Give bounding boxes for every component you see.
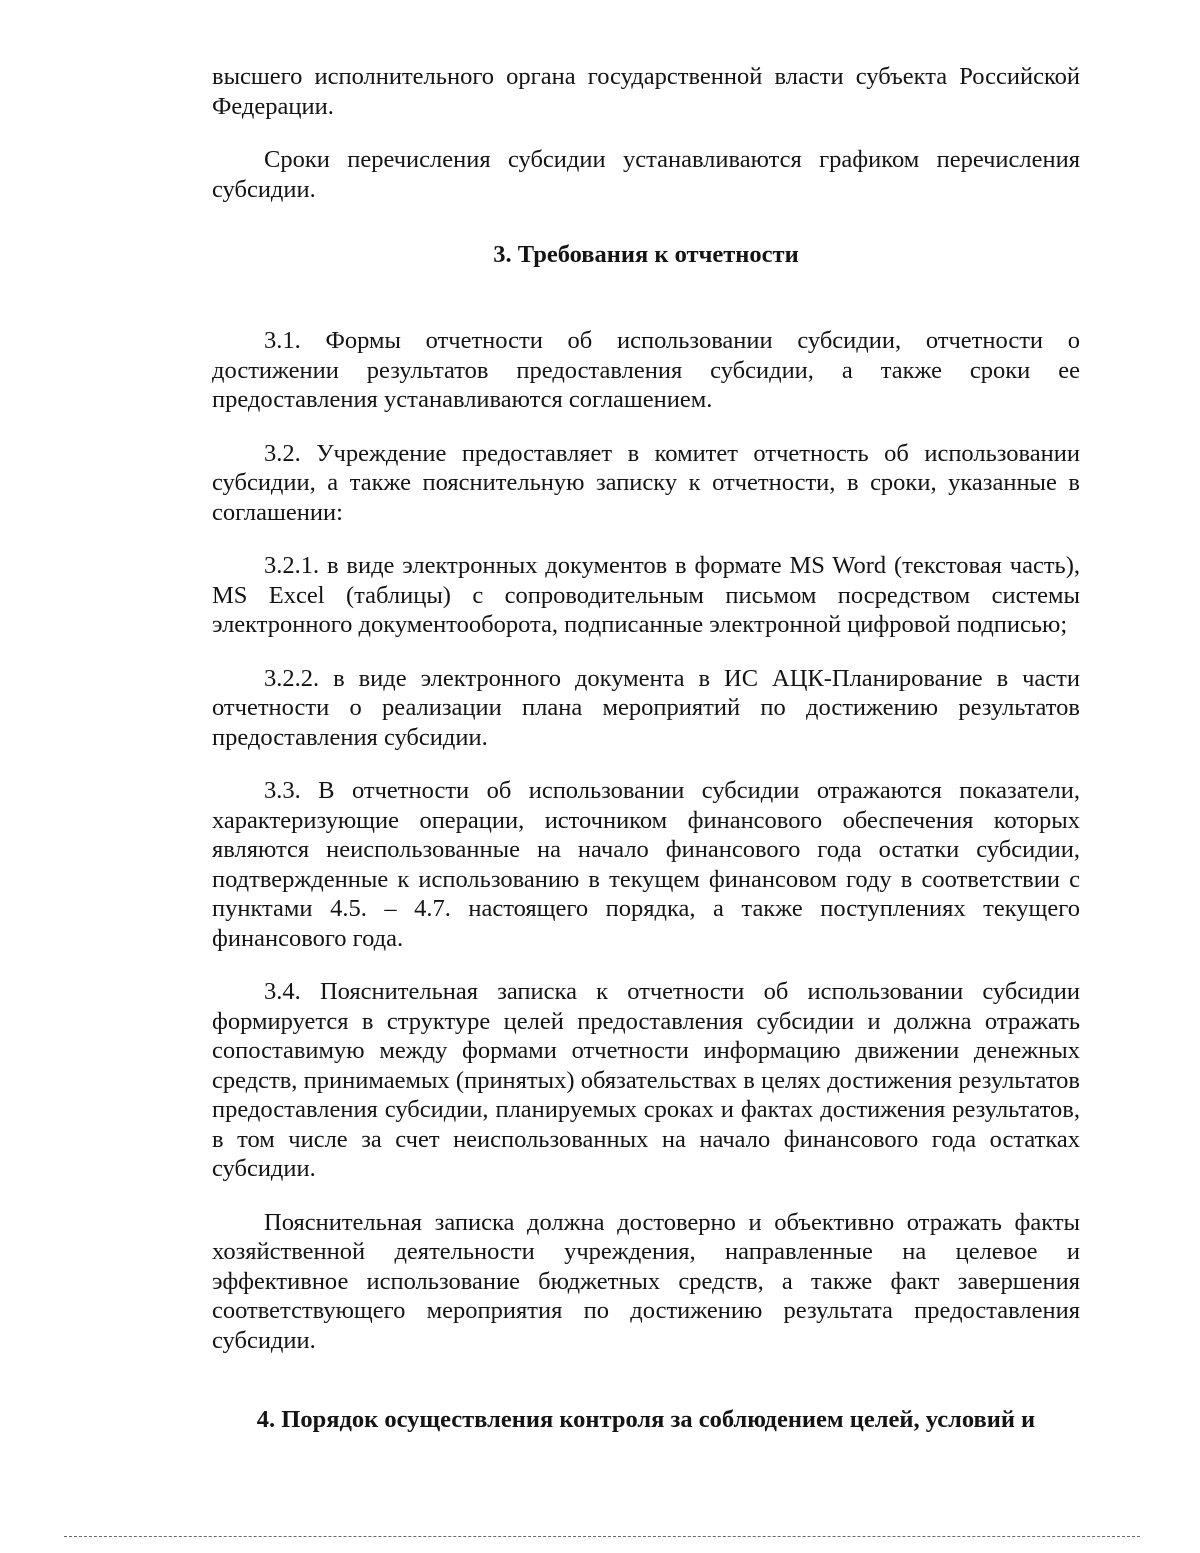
paragraph-continuation: высшего исполнительного органа государственной власти субъекта Российской Федерации. (212, 63, 1080, 120)
section-3-heading: 3. Требования к отчетности (493, 241, 799, 268)
paragraph-3-2: 3.2. Учреждение предоставляет в комитет отчетность об использовании субсидии, а также пояснительную записку к отчетности, в сроки, указанные в соглашении: (212, 439, 1080, 526)
paragraph-explanatory-note: Пояснительная записка должна достоверно и объективно отражать факты хозяйственной деятельности учреждения, направленные на целевое и эффективное использование бюджетных средств, а также факт завершения соответствующего мероприятия по достижению результата предоставления субсидии. (212, 1208, 1080, 1354)
section-4-heading: 4. Порядок осуществления контроля за соблюдением целей, условий и (256, 1406, 1036, 1433)
paragraph-3-3: 3.3. В отчетности об использовании субсидии отражаются показатели, характеризующие операции, источником финансового обеспечения которых являются неиспользованные на начало финансового года остатки субсидии, подтвержденные к использованию в текущем финансовом году в соответствии с пунктами 4.5. – 4.7. настоящего порядка, а также поступлениях текущего финансового года. (212, 777, 1080, 952)
paragraph-3-2-1: 3.2.1. в виде электронных документов в формате MS Word (текстовая часть), MS Excel (таблицы) с сопроводительным письмом посредством системы электронного документооборота, подписанные электронной цифровой подписью; (212, 552, 1080, 638)
paragraph-transfer-terms: Сроки перечисления субсидии устанавливаются графиком перечисления субсидии. (212, 146, 1080, 203)
paragraph-3-2-2: 3.2.2. в виде электронного документа в ИС АЦК-Планирование в части отчетности о реализации плана мероприятий по достижению результатов предоставления субсидии. (212, 664, 1080, 751)
document-page (212, 62, 1080, 1435)
paragraph-3-1: 3.1. Формы отчетности об использовании субсидии, отчетности о достижении результатов предоставления субсидии, а также сроки ее предоставления устанавливаются соглашением. (212, 327, 1080, 413)
page-bottom-border (64, 1536, 1140, 1537)
paragraph-3-4: 3.4. Пояснительная записка к отчетности об использовании субсидии формируется в структуре целей предоставления субсидии и должна отражать сопоставимую между формами отчетности информацию движении денежных средств, принимаемых (принятых) обязательствах в целях достижения результатов предоставления субсидии, планируемых сроках и фактах достижения результатов, в том числе за счет неиспользованных на начало финансового года остатках субсидии. (212, 978, 1080, 1182)
